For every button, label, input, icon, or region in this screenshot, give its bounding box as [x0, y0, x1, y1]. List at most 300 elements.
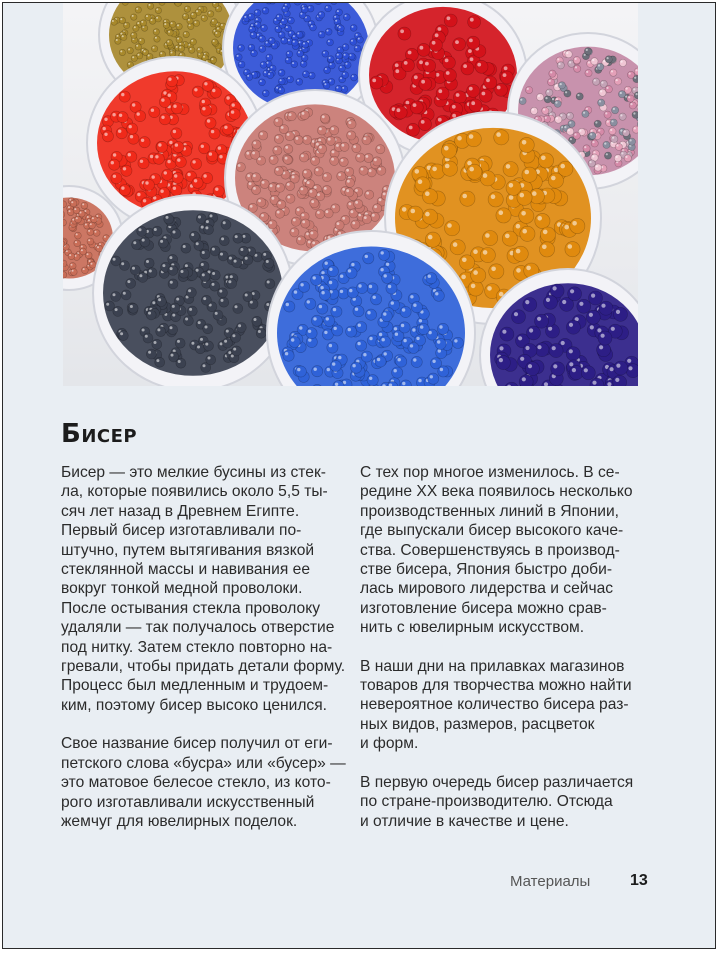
- bead: [591, 140, 598, 147]
- bead-highlight: [252, 51, 254, 53]
- bead-highlight: [253, 174, 256, 177]
- bead: [327, 39, 334, 46]
- bead-highlight: [190, 48, 192, 50]
- bead: [168, 265, 178, 275]
- bead-highlight: [325, 262, 328, 265]
- bead: [206, 355, 216, 365]
- bead: [622, 129, 629, 136]
- bead-highlight: [384, 352, 387, 355]
- bead-highlight: [469, 134, 474, 139]
- bead: [418, 324, 429, 335]
- bead-highlight: [447, 223, 452, 228]
- bead: [291, 217, 300, 226]
- bead: [259, 35, 266, 42]
- bead: [479, 89, 492, 102]
- bead: [184, 6, 190, 12]
- bead: [574, 65, 581, 72]
- bead-highlight: [139, 39, 141, 41]
- bead: [411, 302, 422, 313]
- bead-highlight: [339, 26, 341, 28]
- bead-highlight: [219, 155, 222, 158]
- bead-highlight: [191, 40, 193, 42]
- bead: [87, 229, 94, 236]
- bead-highlight: [268, 73, 270, 75]
- bead: [281, 18, 288, 25]
- right-paragraph-3: [360, 773, 645, 831]
- bead: [70, 200, 77, 207]
- bead: [317, 126, 326, 135]
- bead-highlight: [173, 130, 176, 133]
- bead: [152, 226, 162, 236]
- bead-highlight: [237, 55, 239, 57]
- bead-highlight: [334, 327, 337, 330]
- bead: [265, 279, 275, 289]
- bead: [296, 78, 303, 85]
- bead-highlight: [143, 199, 146, 202]
- bead-highlight: [133, 241, 136, 244]
- bead-highlight: [311, 232, 314, 235]
- bead-highlight: [324, 331, 327, 334]
- bead-highlight: [543, 109, 545, 111]
- bead-highlight: [352, 222, 355, 225]
- bead: [339, 157, 348, 166]
- bead: [175, 156, 186, 167]
- bead: [236, 323, 246, 333]
- bead: [274, 134, 283, 143]
- bead-highlight: [71, 201, 73, 203]
- bead: [68, 253, 75, 260]
- bead: [350, 39, 357, 46]
- bead: [299, 281, 310, 292]
- bead-highlight: [155, 37, 157, 39]
- bead-highlight: [167, 160, 170, 163]
- bead-highlight: [588, 61, 590, 63]
- bead: [339, 65, 346, 72]
- bead-highlight: [522, 140, 527, 145]
- bead-highlight: [553, 364, 557, 368]
- bead-highlight: [572, 221, 577, 226]
- right-column: [360, 463, 645, 850]
- bead-highlight: [202, 107, 205, 110]
- bead-highlight: [326, 317, 329, 320]
- bead: [152, 339, 162, 349]
- bead-highlight: [590, 133, 592, 135]
- bead: [336, 52, 343, 59]
- text-line: нить с ювелирным искусством.: [360, 619, 585, 637]
- bead: [222, 338, 232, 348]
- bead-highlight: [532, 191, 537, 196]
- bead: [408, 206, 423, 221]
- bead: [169, 50, 175, 56]
- bead: [124, 22, 130, 28]
- bead-highlight: [487, 286, 492, 291]
- bead-highlight: [575, 66, 577, 68]
- bead-highlight: [174, 174, 177, 177]
- bead-highlight: [267, 281, 270, 284]
- bead-highlight: [212, 248, 215, 251]
- bead: [300, 61, 307, 68]
- bead-highlight: [270, 184, 273, 187]
- bead: [116, 128, 127, 139]
- bead-highlight: [346, 169, 349, 172]
- bead: [191, 158, 202, 169]
- bead-highlight: [310, 74, 312, 76]
- bead-highlight: [170, 281, 173, 284]
- bead-highlight: [82, 203, 84, 205]
- bead: [327, 266, 338, 277]
- bead: [594, 120, 601, 127]
- bead-highlight: [616, 310, 620, 314]
- bead-highlight: [469, 39, 473, 43]
- bead: [500, 327, 514, 341]
- bead-highlight: [209, 152, 212, 155]
- bead: [381, 311, 392, 322]
- bead-highlight: [332, 151, 335, 154]
- bead: [584, 48, 591, 55]
- bead: [324, 315, 335, 326]
- bead-highlight: [425, 62, 429, 66]
- bead-highlight: [322, 115, 325, 118]
- bead: [138, 38, 144, 44]
- bead-highlight: [298, 237, 301, 240]
- bead-highlight: [328, 138, 331, 141]
- page-number: 13: [630, 872, 648, 889]
- bead-highlight: [208, 357, 211, 360]
- bead-highlight: [592, 141, 594, 143]
- bead-highlight: [113, 258, 116, 261]
- bead-highlight: [177, 38, 179, 40]
- bead: [583, 145, 590, 152]
- bead: [346, 326, 357, 337]
- bead-highlight: [586, 49, 588, 51]
- bead: [146, 349, 156, 359]
- bead: [396, 356, 407, 367]
- bead-highlight: [338, 356, 341, 359]
- text-line: Свое название бисер получил от еги-: [61, 735, 333, 753]
- text-line: товаров для творчества можно найти: [360, 677, 632, 695]
- bead-highlight: [369, 337, 372, 340]
- bead-highlight: [344, 54, 346, 56]
- bead: [235, 54, 242, 61]
- bead-highlight: [634, 77, 636, 79]
- bead-highlight: [336, 144, 339, 147]
- bead: [281, 37, 288, 44]
- bead-highlight: [577, 94, 579, 96]
- bead-highlight: [383, 193, 386, 196]
- bead-highlight: [516, 224, 521, 229]
- bead-highlight: [395, 63, 399, 67]
- bead: [330, 156, 339, 165]
- bead: [399, 322, 410, 333]
- bead-highlight: [221, 24, 223, 26]
- bead-highlight: [456, 93, 460, 97]
- bead-highlight: [137, 22, 139, 24]
- bead: [317, 303, 328, 314]
- bead-highlight: [628, 96, 630, 98]
- bead: [283, 350, 294, 361]
- bead-highlight: [611, 120, 613, 122]
- bead: [356, 340, 367, 351]
- bead-highlight: [300, 13, 302, 15]
- bead-highlight: [532, 109, 534, 111]
- bead-highlight: [209, 12, 211, 14]
- bead: [318, 11, 325, 18]
- bead-highlight: [358, 284, 361, 287]
- bead-highlight: [522, 229, 527, 234]
- bead-highlight: [566, 52, 568, 54]
- bead: [119, 49, 125, 55]
- bead: [588, 160, 595, 167]
- bead: [351, 220, 360, 229]
- bead: [183, 31, 189, 37]
- bead: [266, 54, 273, 61]
- bead: [233, 304, 243, 314]
- bead-highlight: [440, 368, 443, 371]
- bead: [277, 200, 286, 209]
- bead-highlight: [546, 298, 550, 302]
- bead-highlight: [333, 308, 336, 311]
- bead-highlight: [314, 368, 317, 371]
- bead-highlight: [149, 270, 152, 273]
- bead: [264, 258, 274, 268]
- bead: [356, 153, 365, 162]
- bead-highlight: [329, 80, 331, 82]
- bead: [489, 264, 504, 279]
- bead-highlight: [516, 268, 521, 273]
- bead-highlight: [203, 174, 206, 177]
- bead-highlight: [537, 317, 541, 321]
- bead-highlight: [514, 312, 518, 316]
- bead-highlight: [95, 231, 97, 233]
- bead-highlight: [403, 339, 406, 342]
- bead-highlight: [338, 48, 340, 50]
- bead: [279, 125, 288, 134]
- bead: [581, 366, 595, 380]
- bead: [143, 179, 154, 190]
- bead-highlight: [282, 39, 284, 41]
- bead-highlight: [132, 33, 134, 35]
- bead-highlight: [570, 289, 574, 293]
- bead-highlight: [136, 45, 138, 47]
- bead-highlight: [198, 48, 200, 50]
- bead: [337, 172, 346, 181]
- bead-highlight: [591, 294, 595, 298]
- bead-highlight: [338, 173, 341, 176]
- bead-highlight: [170, 326, 173, 329]
- bead-highlight: [452, 105, 456, 109]
- bead-highlight: [185, 318, 188, 321]
- bead: [350, 25, 357, 32]
- bead-highlight: [545, 97, 547, 99]
- text-line: ким, поэтому бисер высоко ценился.: [61, 696, 327, 714]
- bead-highlight: [600, 90, 602, 92]
- bead-highlight: [69, 210, 71, 212]
- bead-highlight: [168, 31, 170, 33]
- bead: [318, 144, 327, 153]
- bead: [213, 186, 224, 197]
- bead: [301, 219, 310, 228]
- bead-highlight: [601, 82, 603, 84]
- bead-highlight: [255, 23, 257, 25]
- bead: [461, 62, 474, 75]
- bead-highlight: [520, 357, 524, 361]
- bead-highlight: [176, 298, 179, 301]
- bead: [318, 31, 325, 38]
- bead: [282, 6, 289, 13]
- bead-highlight: [553, 286, 557, 290]
- bead-highlight: [191, 233, 194, 236]
- bead: [566, 347, 580, 361]
- bead: [159, 96, 170, 107]
- bead: [147, 268, 157, 278]
- bead-highlight: [463, 64, 467, 68]
- bead: [286, 194, 295, 203]
- bead-highlight: [625, 156, 627, 158]
- bead: [268, 37, 275, 44]
- bead: [502, 231, 517, 246]
- bead-highlight: [104, 236, 106, 238]
- bead-highlight: [269, 221, 272, 224]
- bead-highlight: [499, 210, 504, 215]
- bead: [425, 232, 440, 247]
- bead: [324, 67, 331, 74]
- bead: [327, 56, 334, 63]
- bead-highlight: [152, 175, 155, 178]
- bead-highlight: [249, 182, 252, 185]
- bead: [178, 45, 184, 51]
- bead-highlight: [596, 165, 598, 167]
- bead-highlight: [504, 66, 508, 70]
- text-line: рого изготавливали искусственный: [61, 793, 315, 811]
- bead-highlight: [197, 346, 200, 349]
- text-line: под нитку. Затем стекло повторно на-: [61, 638, 333, 656]
- bead-highlight: [316, 143, 319, 146]
- bead-highlight: [342, 87, 344, 89]
- bead-highlight: [235, 235, 238, 238]
- bead-highlight: [212, 272, 215, 275]
- bead-highlight: [313, 276, 316, 279]
- bead-highlight: [329, 281, 332, 284]
- bead-highlight: [453, 242, 458, 247]
- bead: [137, 226, 147, 236]
- bead-highlight: [620, 92, 622, 94]
- bead-highlight: [104, 133, 107, 136]
- bead-highlight: [301, 154, 304, 157]
- bead-highlight: [505, 234, 510, 239]
- bead-highlight: [134, 26, 136, 28]
- bead-highlight: [280, 79, 282, 81]
- bead-highlight: [412, 328, 415, 331]
- bead-highlight: [85, 224, 87, 226]
- bead-highlight: [130, 135, 133, 138]
- bead: [301, 6, 308, 13]
- text-line: по стране-производителю. Отсюда: [360, 793, 613, 811]
- bead-highlight: [525, 170, 530, 175]
- bead: [312, 366, 323, 377]
- bead: [382, 272, 393, 283]
- bead-highlight: [496, 132, 501, 137]
- bead: [63, 260, 67, 267]
- bead-highlight: [215, 32, 217, 34]
- bead: [171, 128, 182, 139]
- bead-highlight: [119, 114, 122, 117]
- bead: [612, 107, 619, 114]
- bead: [367, 375, 378, 386]
- bead-highlight: [497, 86, 501, 90]
- bead-highlight: [379, 198, 382, 201]
- bead: [274, 166, 283, 175]
- bead-highlight: [616, 144, 618, 146]
- text-line: Бисер — это мелкие бусины из стек-: [61, 464, 326, 481]
- bead: [632, 111, 638, 118]
- bead-highlight: [301, 188, 304, 191]
- bead: [537, 94, 544, 101]
- bead-highlight: [205, 326, 208, 329]
- bead-highlight: [112, 113, 115, 116]
- bead-highlight: [296, 137, 299, 140]
- bead: [340, 142, 349, 151]
- bead-highlight: [132, 15, 134, 17]
- bead: [250, 32, 257, 39]
- bead-highlight: [215, 312, 218, 315]
- bead-highlight: [302, 214, 305, 217]
- bead-highlight: [326, 6, 328, 8]
- bead-highlight: [483, 250, 488, 255]
- bead-highlight: [151, 109, 154, 112]
- bead: [131, 14, 137, 20]
- bead-highlight: [611, 327, 615, 331]
- bead: [190, 231, 200, 241]
- bead: [544, 295, 558, 309]
- bead-highlight: [211, 58, 213, 60]
- bead: [627, 95, 634, 102]
- bead: [262, 7, 269, 14]
- bead: [187, 18, 193, 24]
- bead-highlight: [520, 99, 522, 101]
- bead-highlight: [455, 40, 459, 44]
- bead: [633, 126, 639, 133]
- bead-highlight: [297, 208, 300, 211]
- bead: [324, 209, 333, 218]
- bead-highlight: [171, 52, 173, 54]
- bead: [187, 306, 197, 316]
- bead: [376, 145, 385, 154]
- bead: [311, 315, 322, 326]
- bead-highlight: [263, 9, 265, 11]
- bead-highlight: [205, 226, 208, 229]
- bead: [549, 344, 563, 358]
- bead: [311, 156, 320, 165]
- bead: [345, 188, 354, 197]
- bead-highlight: [584, 146, 586, 148]
- bead: [309, 230, 318, 239]
- bead-highlight: [522, 377, 526, 381]
- bead-highlight: [348, 328, 351, 331]
- bead: [594, 164, 601, 171]
- bead: [392, 367, 403, 378]
- bead: [576, 93, 583, 100]
- bead-highlight: [565, 91, 567, 93]
- bead-highlight: [432, 41, 436, 45]
- bead: [155, 7, 161, 13]
- bead-highlight: [421, 120, 425, 124]
- bead-highlight: [226, 330, 229, 333]
- bead: [91, 216, 98, 223]
- bead-highlight: [245, 70, 247, 72]
- bead: [417, 43, 430, 56]
- bead: [411, 356, 422, 367]
- bead-highlight: [313, 317, 316, 320]
